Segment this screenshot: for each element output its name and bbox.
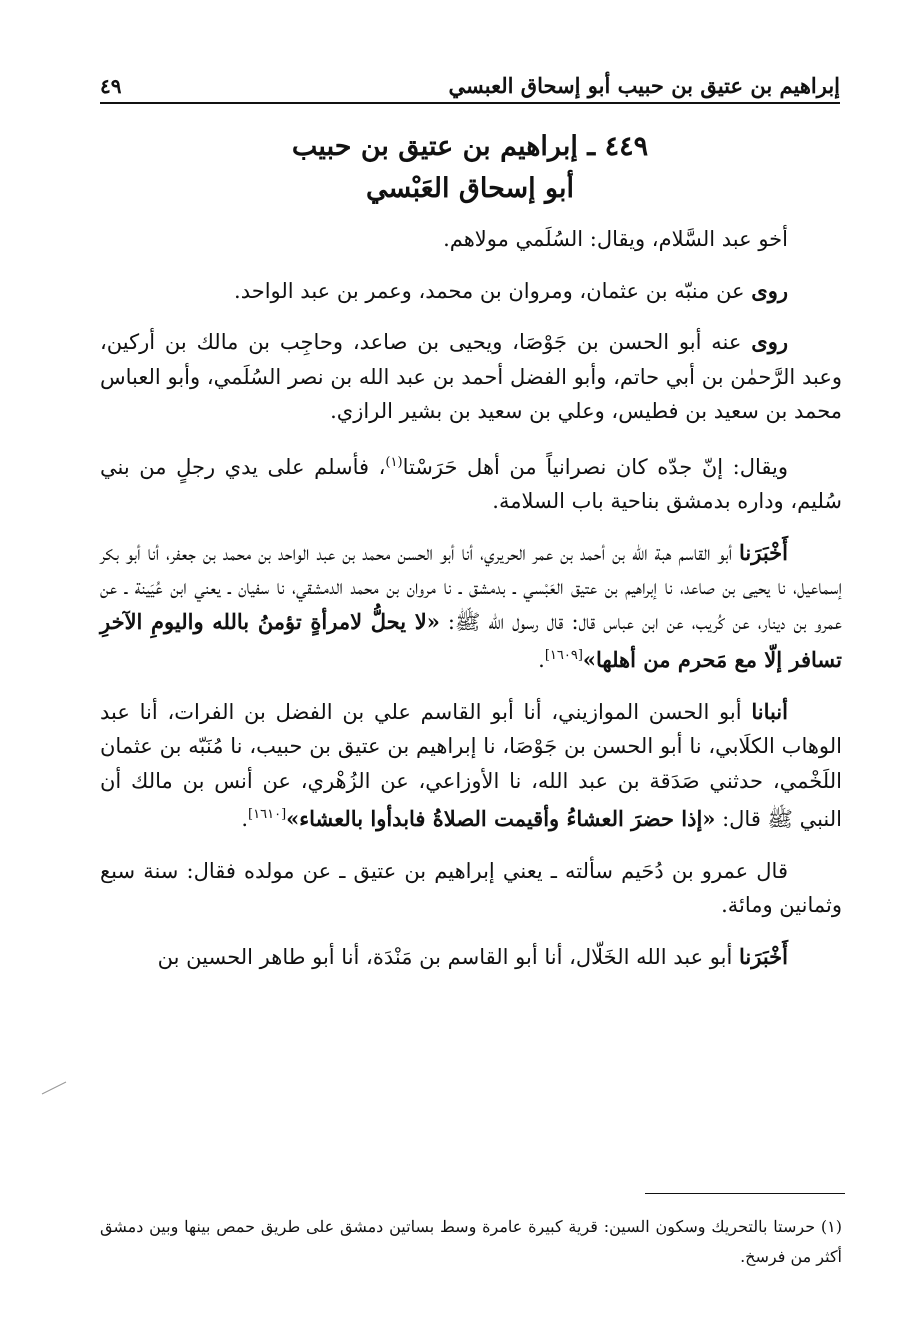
paragraph-8-lead: أَخْبَرَنا <box>739 943 788 969</box>
paragraph-5-lead: أَخْبَرَنا <box>739 539 788 565</box>
hadith-1609: «لا يحلُّ لامرأةٍ تؤمنُ بالله واليومِ الآخرِ تسافر إلّا مع مَحرم من أهلها» <box>100 608 842 672</box>
paragraph-8-text: أبو عبد الله الخَلّال، أنا أبو القاسم بن مَنْدَة، أنا أبو طاهر الحسين بن <box>157 944 740 969</box>
paragraph-6-end: . <box>241 807 249 831</box>
entry-title-line-1: ٤٤٩ ـ إبراهيم بن عتيق بن حبيب <box>291 131 649 162</box>
footnote-1-marker: (١) <box>820 1217 842 1236</box>
running-header <box>100 66 840 104</box>
paragraph-4-text-b: ، فأسلم على يدي رجلٍ من بني سُليم، وداره بدمشق بناحية باب السلامة. <box>100 454 842 513</box>
hadith-number-1609: [١٦٠٩] <box>544 648 583 663</box>
paragraph-8 <box>100 940 842 975</box>
paragraph-6-text: أبو الحسن الموازيني، أنا أبو القاسم علي بن الفضل بن الفرات، أنا عبد الوهاب الكلَابي، نا أبو الحسن بن جَوْصَا، نا إبراهيم بن عتيق بن حبيب، نا مُنَبّه بن عثمان اللَخْمي، حدثني صَدَقة بن عبد الله، نا الأوزاعي، عن الزُهْري، عن أنس بن مالك أن النبي ﷺ قال: <box>100 699 842 831</box>
scan-mark <box>40 1078 70 1098</box>
hadith-number-1610: [١٦١٠] <box>248 807 287 822</box>
paragraph-2 <box>100 274 842 309</box>
paragraph-5 <box>100 536 842 678</box>
footnote-reference-1[interactable]: (١) <box>385 454 403 470</box>
paragraph-3 <box>100 325 842 429</box>
paragraph-6 <box>100 695 842 837</box>
paragraph-1 <box>100 222 842 257</box>
paragraph-6-lead: أنبانا <box>751 698 788 724</box>
paragraph-4-text-a: ويقال: إنّ جدّه كان نصرانياً من أهل حَرَسْتا <box>402 454 788 479</box>
main-text <box>100 222 842 991</box>
paragraph-5-text: أبو القاسم هبة الله بن أحمد بن عمر الحريري، أنا أبو الحسن محمد بن عبد الواحد بن محمد بن جعفر، أنا أبو بكر إسماعيل، نا يحيى بن صاعد، نا إبراهيم بن عتيق العَبْسي ـ بدمشق ـ نا مروان بن محمد الدمشقي، نا سفيان ـ يعني ابن عُيَينة ـ عن عمرو بن دينار، عن كُريب، عن ابن عباس قال: قال رسول الله ﷺ: <box>100 540 842 634</box>
paragraph-2-lead: روى <box>751 277 788 303</box>
paragraph-4 <box>100 446 842 519</box>
footnote-1-text: حرستا بالتحريك وسكون السين: قرية كبيرة عامرة وسط بساتين دمشق على طريق حمص بينها وبين دمشق أكثر من فرسخ. <box>100 1217 842 1266</box>
paragraph-1-text: أخو عبد السَّلام، ويقال: السُلَمي مولاهم. <box>443 227 788 251</box>
page-number: ٤٩ <box>100 74 122 98</box>
paragraph-3-text: عنه أبو الحسن بن جَوْصَا، ويحيى بن صاعد، وحاجِب بن مالك بن أركين، وعبد الرَّحمٰن بن أبي حاتم، وأبو الفضل أحمد بن عبد الله بن نصر السُلَمي، وأبو العباس محمد بن سعيد بن فطيس، وعلي بن سعيد بن بشير الرازي. <box>100 330 842 423</box>
paragraph-7 <box>100 854 842 923</box>
entry-title-line-2: أبو إسحاق العَبْسي <box>366 173 574 204</box>
footnote-1 <box>100 1190 842 1272</box>
entry-title <box>100 126 840 210</box>
paragraph-2-text: عن منبّه بن عثمان، ومروان بن محمد، وعمر بن عبد الواحد. <box>234 278 752 303</box>
paragraph-5-end: . <box>538 648 545 672</box>
paragraph-3-lead: روى <box>751 329 788 354</box>
hadith-1610: «إذا حضرَ العشاءُ وأقيمت الصلاةُ فابدأوا بالعشاء» <box>286 806 716 831</box>
paragraph-7-text: قال عمرو بن دُحَيم سألته ـ يعني إبراهيم بن عتيق ـ عن مولده فقال: سنة سبع وثمانين ومائة. <box>100 858 842 917</box>
running-title: إبراهيم بن عتيق بن حبيب أبو إسحاق العبسي <box>448 73 840 98</box>
footnotes <box>100 1190 842 1272</box>
